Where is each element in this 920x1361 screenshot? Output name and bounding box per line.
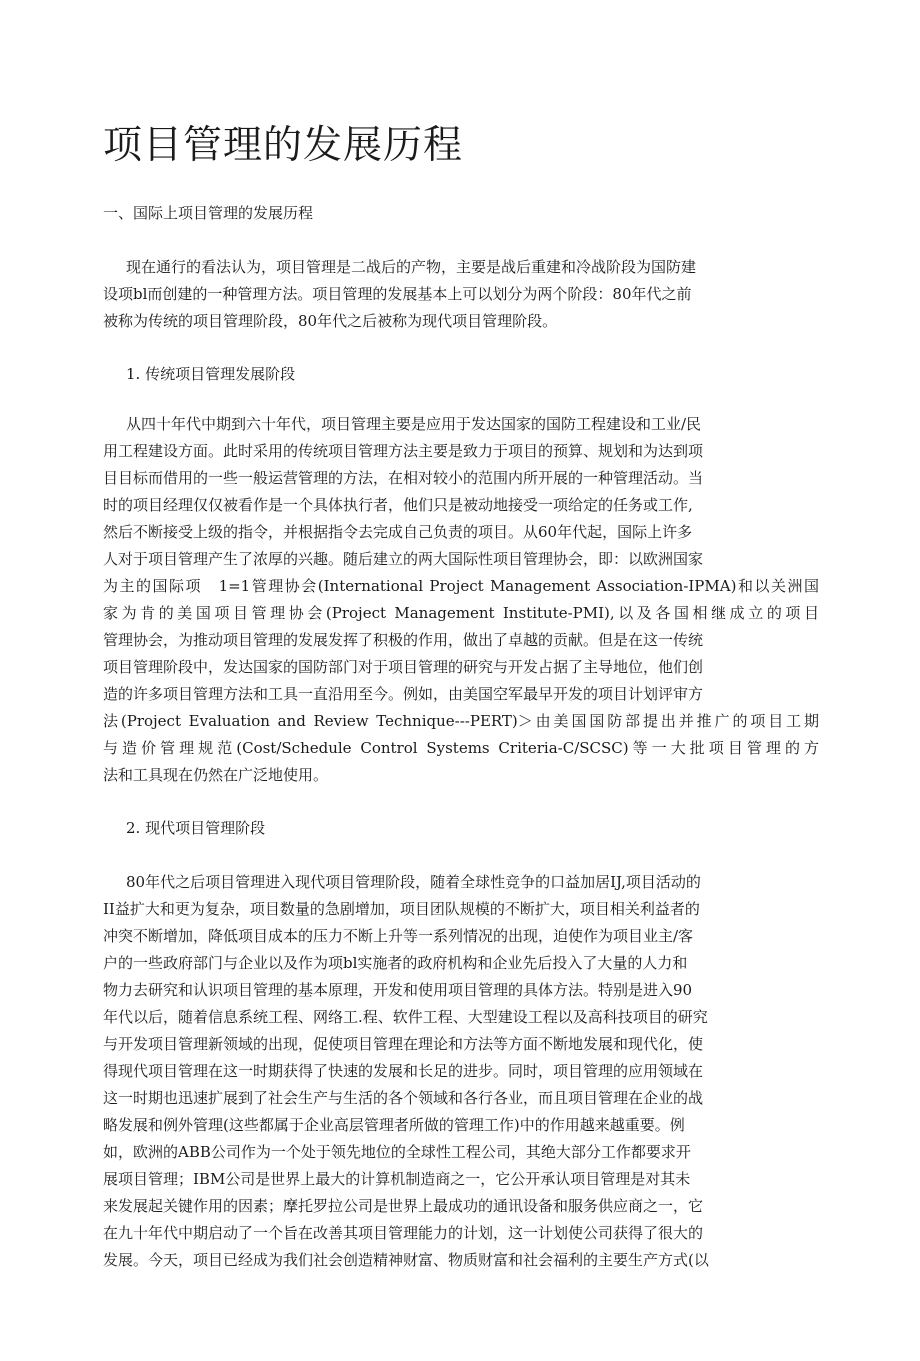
paragraph-line: 为主的国际项 1=1管理协会(International Project Management Association-IPMA)和以关洲国 bbox=[103, 577, 819, 595]
section-heading-modern: 2. 现代项目管理阶段 bbox=[126, 819, 266, 837]
paragraph-line: 与开发项目管理新领域的出现，促使项目管理在理论和方法等方面不断地发展和现代化，使 bbox=[103, 1035, 704, 1053]
paragraph-line: 略发展和例外管理(这些都属于企业高层管理者所做的管理工作)中的作用越来越重要。例 bbox=[103, 1116, 685, 1134]
page-title: 项目管理的发展历程 bbox=[103, 123, 464, 168]
paragraph-line: 用工程建设方面。此时采用的传统项目管理方法主要是致力于项目的预算、规划和为达到项 bbox=[103, 442, 704, 460]
paragraph-line: 然后不断接受上级的指令，并根据指令去完成自己负责的项目。从60年代起，国际上许多 bbox=[103, 523, 693, 541]
paragraph-line: 户的一些政府部门与企业以及作为项bl实施者的政府机构和企业先后投入了大量的人力和 bbox=[103, 954, 688, 972]
paragraph-line: 展项目管理；IBM公司是世界上最大的计算机制造商之一，它公开承认项目管理是对其未 bbox=[103, 1170, 691, 1188]
paragraph-traditional bbox=[103, 411, 819, 789]
paragraph-line: 项目管理阶段中，发达国家的国防部门对于项目管理的研究与开发占据了主导地位，他们创 bbox=[103, 658, 704, 676]
section-heading-international: 一、国际上项目管理的发展历程 bbox=[103, 204, 314, 222]
paragraph-line: 目目标而借用的一些一般运营管理的方法，在相对较小的范围内所开展的一种管理活动。当 bbox=[103, 469, 704, 487]
paragraph-line: II益扩大和更为复杂，项目数量的急剧增加，项目团队规模的不断扩大，项目相关利益者的 bbox=[103, 900, 700, 918]
paragraph-line: 年代以后，随着信息系统工程、网络工.程、软件工程、大型建设工程以及高科技项目的研究 bbox=[103, 1008, 708, 1026]
paragraph-line: 时的项目经理仅仅被看作是一个具体执行者，他们只是被动地接受一项给定的任务或工作, bbox=[103, 496, 693, 514]
paragraph-line: 发展。今天，项目已经成为我们社会创造精神财富、物质财富和社会福利的主要生产方式(以 bbox=[103, 1251, 709, 1269]
paragraph-line: 在九十年代中期启动了一个旨在改善其项目管理能力的计划，这一计划使公司获得了很大的 bbox=[103, 1224, 704, 1242]
paragraph-line: 来发展起关键作用的因素；摩托罗拉公司是世界上最成功的通讯设备和服务供应商之一，它 bbox=[103, 1197, 704, 1215]
paragraph-line: 从四十年代中期到六十年代，项目管理主要是应用于发达国家的国防工程建设和工业/民 bbox=[126, 415, 702, 433]
paragraph-line: 如，欧洲的ABB公司作为一个处于领先地位的全球性工程公司，其绝大部分工作都要求开 bbox=[103, 1143, 691, 1161]
paragraph-line: 家为肯的美国项目管理协会(Project Management Institute-PMI),以及各国相继成立的项目 bbox=[103, 604, 819, 622]
section-heading-traditional: 1. 传统项目管理发展阶段 bbox=[126, 365, 296, 383]
paragraph-line: 法(Project Evaluation and Review Technique---PERT)＞由美国国防部提出并推广的项目工期 bbox=[103, 712, 819, 730]
paragraph-line: 法和工具现在仍然在广泛地使用。 bbox=[103, 766, 329, 784]
paragraph-line: 80年代之后项目管理进入现代项目管理阶段，随着全球性竞争的口益加居IJ,项目活动的 bbox=[126, 873, 701, 891]
paragraph-line: 现在通行的看法认为，项目管理是二战后的产物，主要是战后重建和冷战阶段为国防建 bbox=[126, 258, 697, 276]
paragraph-line: 设项bl而创建的一种管理方法。项目管理的发展基本上可以划分为两个阶段：80年代之前 bbox=[103, 285, 692, 303]
paragraph-modern bbox=[103, 869, 819, 1274]
paragraph-line: 得现代项目管理在这一时期获得了快速的发展和长足的进步。同时，项目管理的应用领域在 bbox=[103, 1062, 704, 1080]
paragraph-line: 物力去研究和认识项目管理的基本原理，开发和使用项目管理的具体方法。特别是进入90 bbox=[103, 981, 693, 999]
paragraph-line: 冲突不断增加，降低项目成本的压力不断上升等一系列情况的出现，迫使作为项目业主/客 bbox=[103, 927, 694, 945]
paragraph-line: 被称为传统的项目管理阶段，80年代之后被称为现代项目管理阶段。 bbox=[103, 312, 558, 330]
paragraph-line: 与造价管理规范(Cost/Schedule Control Systems Criteria-C/SCSC)等一大批项目管理的方 bbox=[103, 739, 819, 757]
paragraph-line: 造的许多项目管理方法和工具一直沿用至今。例如，由美国空军最早开发的项目计划评审方 bbox=[103, 685, 704, 703]
paragraph-line: 这一时期也迅速扩展到了社会生产与生活的各个领域和各行各业，而且项目管理在企业的战 bbox=[103, 1089, 704, 1107]
paragraph-intro bbox=[103, 254, 819, 335]
paragraph-line: 人对于项目管理产生了浓厚的兴趣。随后建立的两大国际性项目管理协会，即：以欧洲国家 bbox=[103, 550, 704, 568]
paragraph-line: 管理协会，为推动项目管理的发展发挥了积极的作用，做出了卓越的贡献。但是在这一传统 bbox=[103, 631, 704, 649]
